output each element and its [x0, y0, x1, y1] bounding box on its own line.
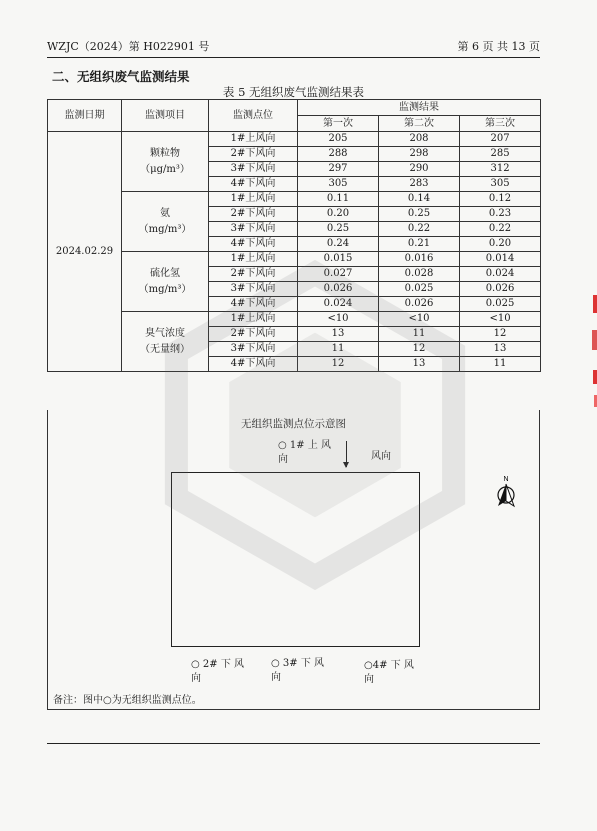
header-first: 第一次 — [298, 116, 379, 132]
point-cell: 4#下风向 — [209, 357, 298, 372]
value-cell: 0.015 — [298, 252, 379, 267]
table-row — [48, 312, 541, 327]
item-cell — [122, 312, 209, 372]
north-arrow-icon — [494, 472, 518, 512]
value-cell: 208 — [379, 132, 460, 147]
value-cell: 11 — [379, 327, 460, 342]
point-cell: 3#下风向 — [209, 342, 298, 357]
value-cell: 0.016 — [379, 252, 460, 267]
point-cell: 1#上风向 — [209, 192, 298, 207]
value-cell: 13 — [379, 357, 460, 372]
value-cell: 0.026 — [379, 297, 460, 312]
value-cell: <10 — [460, 312, 541, 327]
section-title: 二、无组织废气监测结果 — [52, 69, 190, 84]
diagram-note: 备注：图中○为无组织监测点位。 — [53, 695, 202, 706]
point-cell: 1#上风向 — [209, 252, 298, 267]
value-cell: 0.21 — [379, 237, 460, 252]
header-second: 第二次 — [379, 116, 460, 132]
value-cell: 0.028 — [379, 267, 460, 282]
wind-direction-label: 风向 — [371, 451, 391, 462]
value-cell: 283 — [379, 177, 460, 192]
item-name: 臭气浓度 — [145, 327, 185, 339]
page-header — [47, 38, 540, 58]
diagram-title: 无组织监测点位示意图 — [241, 418, 346, 430]
point-cell: 1#上风向 — [209, 132, 298, 147]
value-cell: 0.026 — [460, 282, 541, 297]
value-cell: 0.024 — [460, 267, 541, 282]
north-label: N — [503, 476, 509, 483]
value-cell: 0.20 — [460, 237, 541, 252]
item-name: 颗粒物 — [150, 147, 180, 159]
value-cell: 0.027 — [298, 267, 379, 282]
seal-edge-icon — [591, 295, 597, 415]
value-cell: 305 — [298, 177, 379, 192]
point-cell: 4#下风向 — [209, 177, 298, 192]
point-cell: 3#下风向 — [209, 162, 298, 177]
point-cell: 2#下风向 — [209, 267, 298, 282]
point-2-label: ○ 2# 下 风 向 — [191, 659, 245, 684]
value-cell: 290 — [379, 162, 460, 177]
value-cell: 0.12 — [460, 192, 541, 207]
value-cell: 0.25 — [379, 207, 460, 222]
value-cell: 11 — [460, 357, 541, 372]
value-cell: 312 — [460, 162, 541, 177]
header-date: 监测日期 — [48, 100, 122, 132]
value-cell: 285 — [460, 147, 541, 162]
value-cell: 0.14 — [379, 192, 460, 207]
point-cell: 3#下风向 — [209, 222, 298, 237]
item-cell — [122, 132, 209, 192]
value-cell: 0.22 — [379, 222, 460, 237]
item-unit: （mg/m³） — [138, 283, 192, 295]
item-cell — [122, 252, 209, 312]
monitoring-point-diagram — [47, 410, 540, 710]
value-cell: 0.025 — [460, 297, 541, 312]
item-name: 硫化氢 — [150, 267, 180, 279]
value-cell: 0.025 — [379, 282, 460, 297]
point-cell: 4#下风向 — [209, 297, 298, 312]
wind-direction-arrow — [346, 441, 347, 467]
results-table — [47, 99, 541, 372]
value-cell: 0.20 — [298, 207, 379, 222]
value-cell: 13 — [298, 327, 379, 342]
value-cell: 12 — [298, 357, 379, 372]
value-cell: 0.25 — [298, 222, 379, 237]
point-cell: 2#下风向 — [209, 327, 298, 342]
value-cell: 11 — [298, 342, 379, 357]
item-name: 氨 — [160, 207, 170, 219]
header-third: 第三次 — [460, 116, 541, 132]
value-cell: 0.024 — [298, 297, 379, 312]
point-cell: 2#下风向 — [209, 207, 298, 222]
value-cell: 0.11 — [298, 192, 379, 207]
value-cell: 12 — [460, 327, 541, 342]
value-cell: 288 — [298, 147, 379, 162]
value-cell: 0.23 — [460, 207, 541, 222]
item-unit: （μg/m³） — [140, 163, 190, 175]
value-cell: 0.014 — [460, 252, 541, 267]
point-cell: 2#下风向 — [209, 147, 298, 162]
site-boundary — [171, 472, 420, 647]
value-cell: <10 — [298, 312, 379, 327]
results-table-body — [48, 132, 541, 372]
point-3-label: ○ 3# 下 风 向 — [271, 658, 325, 683]
header-point: 监测点位 — [209, 100, 298, 132]
date-cell: 2024.02.29 — [48, 132, 122, 372]
value-cell: 12 — [379, 342, 460, 357]
value-cell: 0.026 — [298, 282, 379, 297]
table-title: 表 5 无组织废气监测结果表 — [222, 85, 365, 99]
header-results: 监测结果 — [298, 100, 541, 116]
page-number: 第 6 页 共 13 页 — [457, 40, 540, 53]
item-unit: （mg/m³） — [138, 223, 192, 235]
header-item: 监测项目 — [122, 100, 209, 132]
table-row — [48, 132, 541, 147]
value-cell: 297 — [298, 162, 379, 177]
item-unit: （无量纲） — [140, 343, 190, 355]
point-cell: 3#下风向 — [209, 282, 298, 297]
value-cell: 298 — [379, 147, 460, 162]
point-cell: 1#上风向 — [209, 312, 298, 327]
value-cell: 0.22 — [460, 222, 541, 237]
value-cell: 13 — [460, 342, 541, 357]
point-cell: 4#下风向 — [209, 237, 298, 252]
point-4-label: ○4# 下 风 向 — [364, 660, 414, 685]
results-table-container — [47, 99, 540, 372]
value-cell: 305 — [460, 177, 541, 192]
table-row — [48, 192, 541, 207]
footer-rule — [47, 743, 540, 744]
point-1-label: ○ 1# 上 风 向 — [278, 440, 332, 465]
document-number: WZJC（2024）第 H022901 号 — [47, 40, 210, 53]
value-cell: 207 — [460, 132, 541, 147]
table-row — [48, 252, 541, 267]
item-cell — [122, 192, 209, 252]
value-cell: <10 — [379, 312, 460, 327]
value-cell: 205 — [298, 132, 379, 147]
value-cell: 0.24 — [298, 237, 379, 252]
